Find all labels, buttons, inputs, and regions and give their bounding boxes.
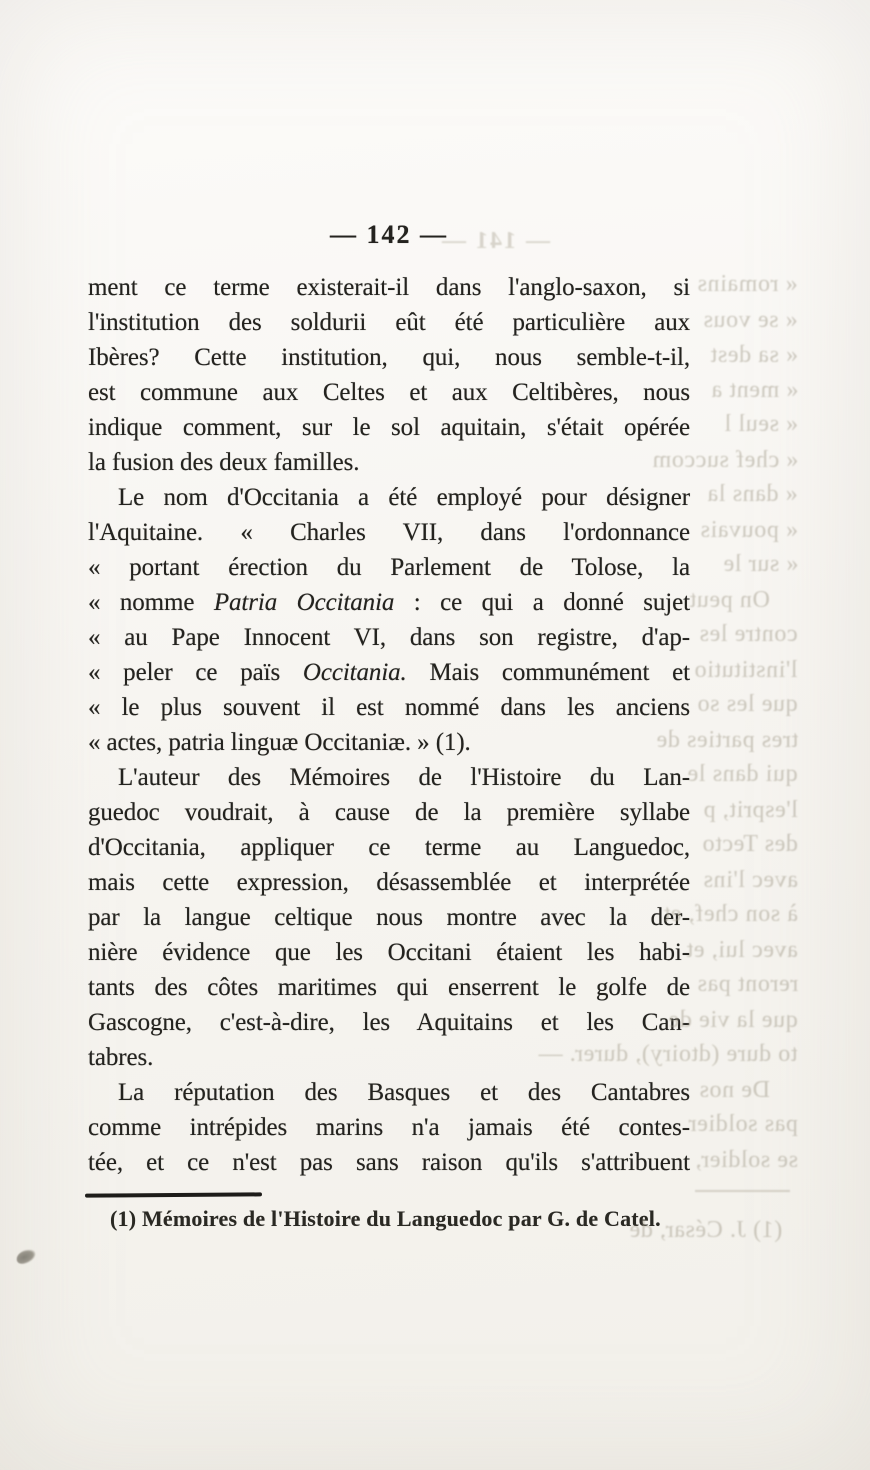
text-line: indique comment, sur le sol aquitain, s'était opérée — [88, 414, 690, 441]
text-line: La réputation des Basques et des Cantabres — [118, 1079, 690, 1106]
quote-text: « nomme — [88, 589, 214, 616]
text-line: Le nom d'Occitania a été employé pour désigner — [118, 484, 690, 511]
text-line: « actes, patria linguæ Occitaniæ. » (1). — [88, 729, 471, 756]
bleed-through-text: « dans la — [707, 481, 798, 507]
text-line: l'institution des soldurii eût été particulière aux — [88, 309, 690, 336]
text-line: Gascogne, c'est-à-dire, les Aquitains et les Can- — [88, 1009, 690, 1036]
bleed-through-text: des Tecto — [702, 831, 798, 857]
text-line: nière évidence que les Occitani étaient les habi- — [88, 939, 690, 966]
bleed-through-text: qui dans le — [687, 761, 798, 787]
bleed-through-text: tres parties de — [655, 727, 798, 753]
ink-blot — [14, 1247, 37, 1267]
text-line: tabres. — [88, 1044, 154, 1071]
text-line: comme intrépides marins n'a jamais été contes- — [88, 1114, 690, 1141]
text-line: « le plus souvent il est nommé dans les anciens — [88, 694, 690, 721]
bleed-through-text: à son chef, et — [662, 901, 798, 927]
paragraph-1 — [88, 270, 690, 480]
bleed-through-text: « ment a — [710, 377, 798, 403]
text-line: L'auteur des Mémoires de l'Histoire du Lan- — [118, 764, 690, 791]
text-line: ment ce terme existerait-il dans l'anglo-saxon, si — [88, 274, 690, 301]
text-line: la fusion des deux familles. — [88, 449, 360, 476]
text-line — [88, 655, 690, 690]
bleed-through-text: l'institutio — [694, 657, 798, 683]
paragraph-4 — [88, 1075, 690, 1180]
bleed-through-text: que la vie de — [668, 1007, 798, 1033]
text-line: l'Aquitaine. « Charles VII, dans l'ordonnance — [88, 519, 690, 546]
text-line: d'Occitania, appliquer ce terme au Languedoc, — [88, 834, 690, 861]
bleed-through-text: avec l'ins — [703, 867, 798, 893]
bleed-through-text: On peut — [689, 587, 770, 613]
bleed-through-footnote-rule — [695, 1190, 790, 1192]
text-line: « portant érection du Parlement de Tolose, la — [88, 554, 690, 581]
bleed-through-page-number: — 141 — — [440, 228, 550, 254]
text-line: mais cette expression, désassemblée et interprétée — [88, 869, 690, 896]
bleed-through-text: « se vous — [703, 307, 798, 333]
bleed-through-text: De nos — [699, 1077, 770, 1103]
text-line — [88, 585, 690, 620]
bleed-through-text: « pouvais — [699, 517, 798, 543]
bleed-through-text: « chef succom — [651, 447, 798, 473]
text-line: « au Pape Innocent VI, dans son registre, d'ap- — [88, 624, 690, 651]
paragraph-3 — [88, 760, 690, 1075]
quote-text: Mais communément et — [406, 659, 690, 686]
quote-text: : ce qui a donné sujet — [394, 589, 690, 616]
bleed-through-text: « romains — [697, 271, 798, 297]
text-line: par la langue celtique nous montre avec la der- — [88, 904, 690, 931]
bleed-through-text: que les so — [697, 691, 798, 717]
bleed-through-text: to dure (dtoiry), durer. — — [538, 1041, 798, 1067]
bleed-through-text: « seul l — [723, 411, 798, 437]
bleed-through-text: l'esprit, p — [703, 797, 798, 823]
bleed-through-text: reront pas — [696, 971, 798, 997]
text-line: tée, et ce n'est pas sans raison qu'ils s'attribuent — [88, 1149, 690, 1176]
bleed-through-text: « sa dest — [709, 342, 798, 368]
text-line: Ibères? Cette institution, qui, nous semble-t-il, — [88, 344, 690, 371]
page-number: — 142 — — [330, 220, 448, 249]
bleed-through-text: avec lui, et — [686, 937, 798, 963]
bleed-through-text: pas soldier — [688, 1111, 798, 1137]
paragraph-2 — [88, 480, 690, 760]
bleed-through-footnote: (1) J. César, de — [628, 1217, 782, 1243]
latin-phrase: Patria Occitania — [213, 589, 395, 616]
text-line: guedoc voudrait, à cause de la première syllabe — [88, 799, 690, 826]
text-line: tants des côtes maritimes qui enserrent le golfe de — [88, 974, 690, 1001]
bleed-through-text: se soldier, — [695, 1147, 798, 1173]
footnote-separator-rule — [85, 1192, 262, 1197]
text-line: est commune aux Celtes et aux Celtibères, nous — [88, 379, 690, 406]
footnote: (1) Mémoires de l'Histoire du Languedoc par G. de Catel. — [110, 1206, 661, 1231]
bleed-through-text: « sur le — [722, 551, 798, 577]
latin-phrase: Occitania. — [302, 659, 407, 686]
quote-text: « peler ce païs — [88, 659, 303, 686]
bleed-through-text: contre les — [699, 621, 798, 647]
